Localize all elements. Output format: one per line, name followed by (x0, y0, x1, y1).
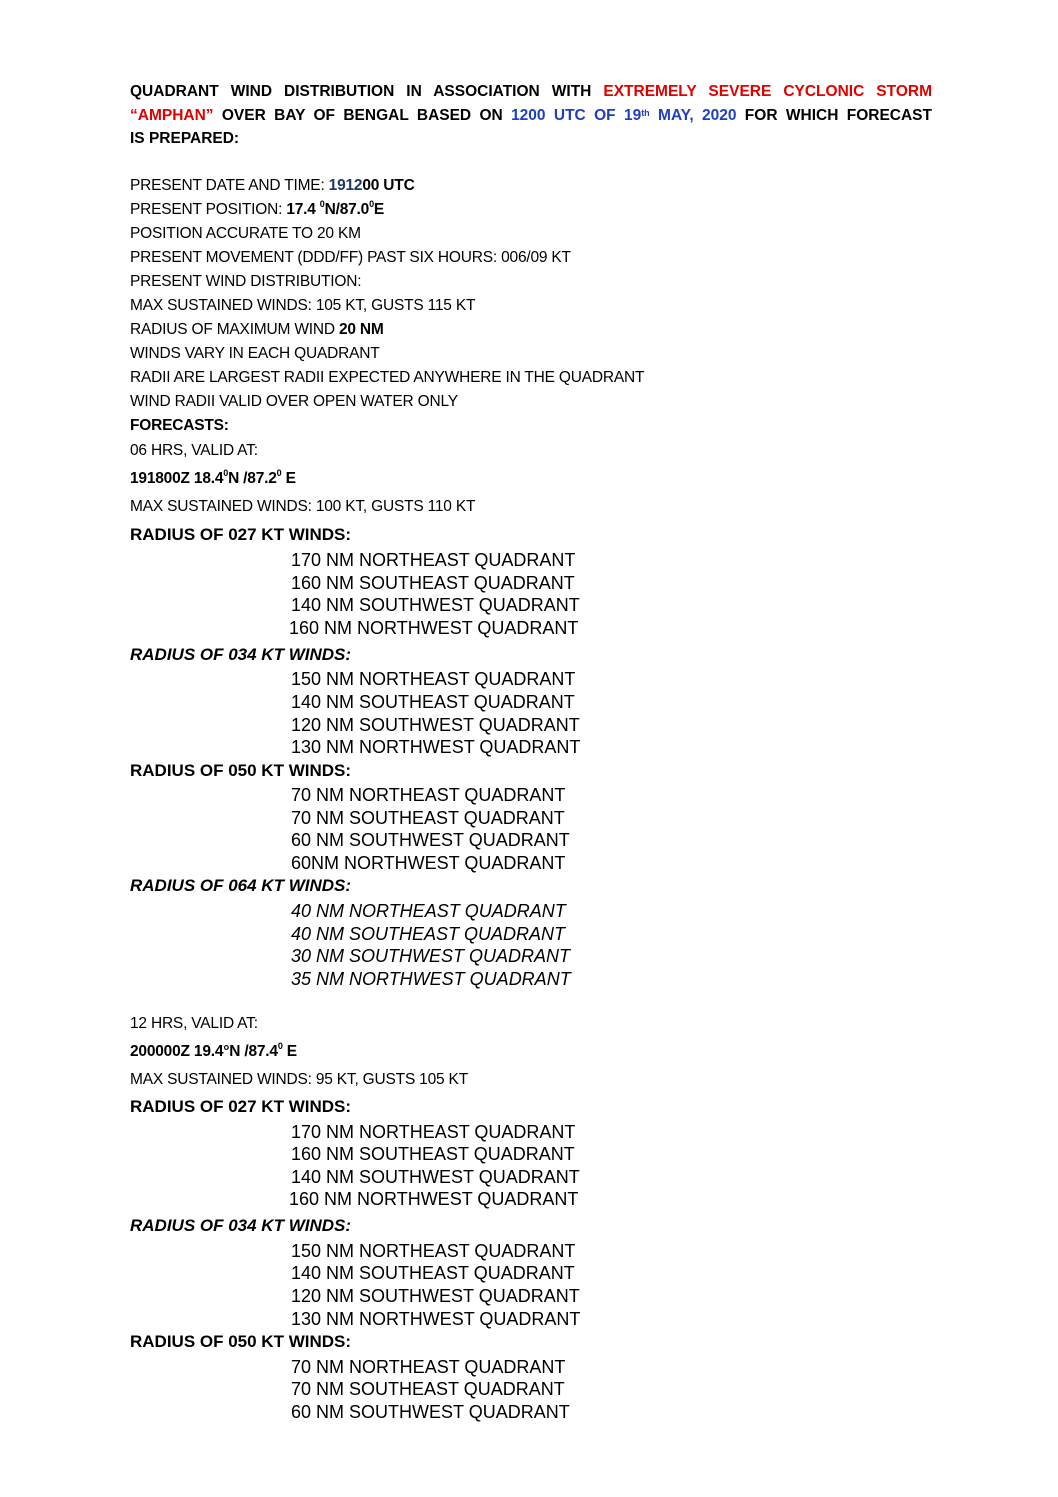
present-wind-distribution: PRESENT WIND DISTRIBUTION: (130, 273, 362, 290)
document-title (130, 80, 932, 151)
fc06-r034-nw: 130 NM NORTHWEST QUADRANT (291, 737, 581, 757)
hemisphere: E (281, 470, 296, 487)
position-accuracy: POSITION ACCURATE TO 20 KM (130, 225, 361, 242)
label: PRESENT POSITION: (130, 201, 287, 218)
fc06-r064-ne: 40 NM NORTHEAST QUADRANT (291, 901, 566, 921)
fc06-max-winds: MAX SUSTAINED WINDS: 100 KT, GUSTS 110 KT (130, 498, 476, 515)
fc06-r027-se: 160 NM SOUTHEAST QUADRANT (291, 573, 575, 593)
title-line-3: IS PREPARED: (130, 130, 240, 147)
label: PRESENT DATE AND TIME: (130, 177, 329, 194)
fc12-r050-se: 70 NM SOUTHEAST QUADRANT (291, 1379, 565, 1399)
label: RADIUS OF MAXIMUM WIND (130, 321, 339, 338)
fc06-r050-nw: 60NM NORTHWEST QUADRANT (291, 853, 566, 873)
hemisphere: E (373, 201, 385, 218)
fc12-valid-at: 12 HRS, VALID AT: (130, 1015, 258, 1032)
degree-mark: 0 (277, 1041, 283, 1051)
fc12-r027-sw: 140 NM SOUTHWEST QUADRANT (291, 1167, 580, 1187)
fc06-r064-nw: 35 NM NORTHWEST QUADRANT (291, 969, 571, 989)
present-movement: PRESENT MOVEMENT (DDD/FF) PAST SIX HOURS: 006/09 KT (130, 249, 571, 266)
fc06-r027-heading: RADIUS OF 027 KT WINDS: (130, 525, 352, 544)
latitude: 17.4 (286, 201, 316, 218)
position-text: 200000Z 19.4°N /87.4 (130, 1043, 278, 1060)
rmw-value: 20 NM (338, 321, 384, 338)
fc12-r027-se: 160 NM SOUTHEAST QUADRANT (291, 1144, 575, 1164)
date-value: 1912 (328, 177, 363, 194)
fc06-r034-ne: 150 NM NORTHEAST QUADRANT (291, 669, 576, 689)
degree-mark: 0 (276, 468, 282, 478)
fc06-valid-at: 06 HRS, VALID AT: (130, 442, 258, 459)
degree-mark: 0 (369, 199, 374, 209)
degree-mark: 0 (319, 199, 325, 209)
fc12-r034-sw: 120 NM SOUTHWEST QUADRANT (291, 1286, 580, 1306)
fc06-r034-se: 140 NM SOUTHEAST QUADRANT (291, 692, 575, 712)
position-value (286, 201, 384, 218)
fc12-max-winds: MAX SUSTAINED WINDS: 95 KT, GUSTS 105 KT (130, 1071, 468, 1088)
fc12-r050-heading: RADIUS OF 050 KT WINDS: (130, 1332, 352, 1351)
title-line-1 (130, 80, 932, 104)
fc12-position (130, 1043, 297, 1061)
forecasts-heading: FORECASTS: (130, 417, 229, 434)
latitude: 191800Z 18.4 (130, 470, 224, 487)
fc06-r050-heading: RADIUS OF 050 KT WINDS: (130, 761, 352, 780)
fc06-r027-nw: 160 NM NORTHWEST QUADRANT (289, 618, 579, 638)
base-time-ordinal: th (641, 107, 650, 118)
fc06-r050-sw: 60 NM SOUTHWEST QUADRANT (291, 830, 570, 850)
fc12-r027-nw: 160 NM NORTHWEST QUADRANT (289, 1189, 579, 1209)
present-max-winds: MAX SUSTAINED WINDS: 105 KT, GUSTS 115 KT (130, 297, 476, 314)
time-value: 00 UTC (362, 177, 415, 194)
fc06-r034-sw: 120 NM SOUTHWEST QUADRANT (291, 715, 580, 735)
fc12-r034-heading: RADIUS OF 034 KT WINDS: (130, 1216, 352, 1235)
open-water-note: WIND RADII VALID OVER OPEN WATER ONLY (130, 393, 458, 410)
base-date: MAY, 2020 (649, 106, 737, 124)
present-date-line (130, 177, 415, 195)
fc12-r034-se: 140 NM SOUTHEAST QUADRANT (291, 1263, 575, 1283)
fc12-r050-sw: 60 NM SOUTHWEST QUADRANT (291, 1402, 570, 1422)
hemisphere: E (282, 1043, 297, 1060)
fc06-r064-se: 40 NM SOUTHEAST QUADRANT (291, 924, 566, 944)
storm-category: EXTREMELY SEVERE CYCLONIC STORM (603, 83, 932, 100)
storm-name: “AMPHAN” (130, 106, 214, 124)
radii-note: RADII ARE LARGEST RADII EXPECTED ANYWHERE IN THE QUADRANT (130, 369, 645, 386)
title-line-2 (130, 104, 932, 128)
fc06-r050-se: 70 NM SOUTHEAST QUADRANT (291, 808, 565, 828)
radius-max-wind-line (130, 321, 384, 339)
fc12-r034-nw: 130 NM NORTHWEST QUADRANT (291, 1309, 581, 1329)
base-time: 1200 UTC OF 19 (511, 106, 642, 124)
fc12-r027-ne: 170 NM NORTHEAST QUADRANT (291, 1122, 576, 1142)
title-text: FOR WHICH FORECAST (736, 106, 932, 124)
fc12-r050-ne: 70 NM NORTHEAST QUADRANT (291, 1357, 566, 1377)
fc06-r027-ne: 170 NM NORTHEAST QUADRANT (291, 550, 576, 570)
fc06-r064-sw: 30 NM SOUTHWEST QUADRANT (291, 946, 571, 966)
fc06-position (130, 470, 296, 488)
title-text: QUADRANT WIND DISTRIBUTION IN ASSOCIATION WITH (130, 83, 604, 100)
fc06-r050-ne: 70 NM NORTHEAST QUADRANT (291, 785, 566, 805)
longitude: N/87.0 (324, 201, 370, 218)
fc06-r034-heading: RADIUS OF 034 KT WINDS: (130, 645, 352, 664)
fc06-r064-heading: RADIUS OF 064 KT WINDS: (130, 876, 352, 895)
fc06-r027-sw: 140 NM SOUTHWEST QUADRANT (291, 595, 580, 615)
fc12-r034-ne: 150 NM NORTHEAST QUADRANT (291, 1241, 576, 1261)
winds-vary-note: WINDS VARY IN EACH QUADRANT (130, 345, 380, 362)
title-text: OVER BAY OF BENGAL BASED ON (213, 106, 512, 124)
degree-mark: 0 (223, 468, 229, 478)
present-position-line (130, 201, 384, 219)
fc12-r027-heading: RADIUS OF 027 KT WINDS: (130, 1097, 352, 1116)
longitude: N /87.2 (228, 470, 277, 487)
